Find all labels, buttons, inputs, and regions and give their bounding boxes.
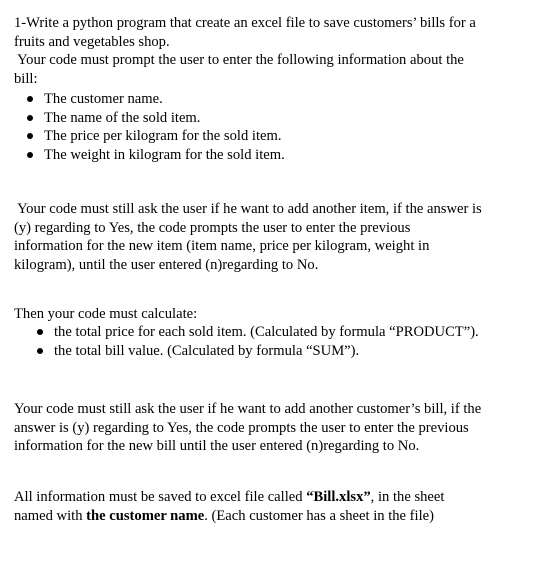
filename: “Bill.xlsx” — [306, 489, 371, 505]
intro-line-1: 1-Write a python program that create an excel file to save customers’ bills for a — [14, 15, 476, 31]
bullet-icon — [27, 96, 33, 102]
calculate-list — [30, 323, 479, 360]
calculate-intro: Then your code must calculate: — [14, 306, 198, 322]
bullet-icon — [37, 348, 43, 354]
list-item: The customer name. — [20, 90, 285, 109]
list-item: The price per kilogram for the sold item. — [20, 127, 285, 146]
bullet-icon — [37, 329, 43, 335]
intro-line-4: bill: — [14, 70, 38, 87]
list-item: The name of the sold item. — [20, 109, 285, 128]
bill-fields-list — [20, 90, 285, 164]
intro-paragraph — [14, 14, 524, 88]
save-paragraph — [14, 488, 524, 525]
repeat-item-line-1: Your code must still ask the user if he want to add another item, if the answer is — [14, 201, 482, 217]
repeat-customer-paragraph — [14, 400, 524, 456]
repeat-customer-line-3: information for the new bill until the user entered (n)regarding to No. — [14, 438, 420, 454]
list-item: The weight in kilogram for the sold item. — [20, 146, 285, 165]
repeat-item-paragraph — [14, 200, 524, 274]
save-line-2: named with the customer name. (Each customer has a sheet in the file) — [14, 507, 434, 524]
repeat-customer-line-2: answer is (y) regarding to Yes, the code prompts the user to enter the previous — [14, 419, 469, 436]
repeat-item-line-2: (y) regarding to Yes, the code prompts the user to enter the previous — [14, 219, 411, 236]
bullet-icon — [27, 115, 33, 121]
bullet-icon — [27, 152, 33, 158]
repeat-item-line-4: kilogram), until the user entered (n)regarding to No. — [14, 256, 319, 273]
bullet-icon — [27, 133, 33, 139]
list-item: the total bill value. (Calculated by formula “SUM”). — [30, 342, 479, 361]
sheet-name-rule: the customer name — [86, 507, 205, 524]
save-line-1: All information must be saved to excel file called “Bill.xlsx”, in the sheet — [14, 489, 445, 505]
repeat-customer-line-1: Your code must still ask the user if he want to add another customer’s bill, if the — [14, 401, 482, 417]
repeat-item-line-3: information for the new item (item name, price per kilogram, weight in — [14, 238, 430, 254]
intro-line-2: fruits and vegetables shop. — [14, 33, 170, 50]
list-item: the total price for each sold item. (Calculated by formula “PRODUCT”). — [30, 323, 479, 342]
intro-line-3: Your code must prompt the user to enter the following information about the — [14, 52, 464, 68]
